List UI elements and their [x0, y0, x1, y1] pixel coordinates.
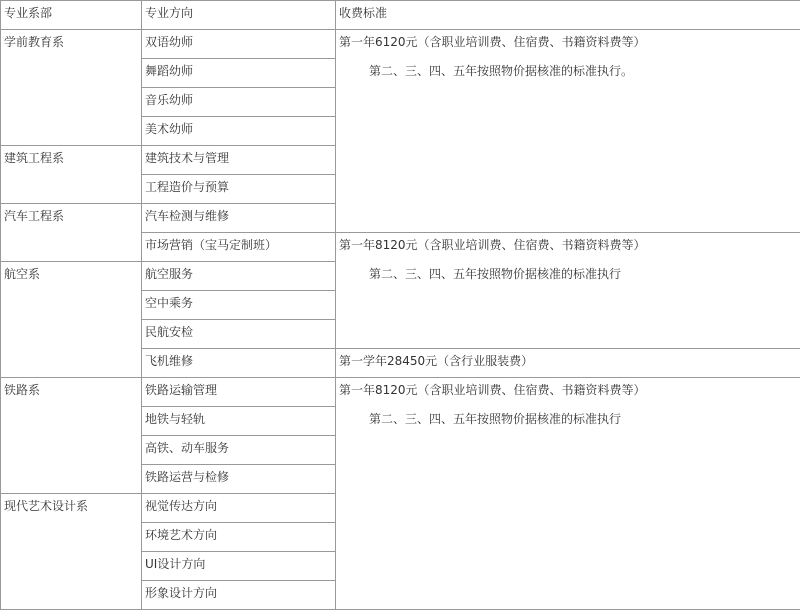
major-name: 铁路运输管理 [145, 383, 218, 397]
fee-text: 第一学年28450元（含行业服装费） [339, 354, 534, 368]
dept-name: 航空系 [4, 267, 41, 281]
dept-cell [1, 262, 142, 378]
fee-note: 第二、三、四、五年按照物价据核准的标准执行。 [369, 64, 634, 78]
dept-cell [1, 494, 142, 610]
fee-cell [336, 378, 800, 610]
major-name: 市场营销（宝马定制班） [145, 238, 278, 252]
major-name: 形象设计方向 [145, 586, 218, 600]
major-cell [142, 465, 336, 494]
header-major [142, 1, 336, 30]
major-cell [142, 204, 336, 233]
major-name: 美术幼师 [145, 122, 194, 136]
dept-name: 建筑工程系 [4, 151, 65, 165]
header-row [1, 1, 800, 30]
major-cell [142, 175, 336, 204]
major-cell [142, 233, 336, 262]
major-name: UI设计方向 [145, 557, 206, 571]
fee-cell [336, 30, 800, 233]
fee-text: 第一年6120元（含职业培训费、住宿费、书籍资料费等） [339, 35, 646, 49]
dept-cell [1, 146, 142, 204]
major-cell [142, 262, 336, 291]
major-name: 航空服务 [145, 267, 194, 281]
major-cell [142, 581, 336, 610]
dept-name: 学前教育系 [4, 35, 65, 49]
table-row [1, 378, 800, 407]
major-cell [142, 88, 336, 117]
major-name: 高铁、动车服务 [145, 441, 230, 455]
header-major-label: 专业方向 [145, 6, 194, 20]
major-name: 汽车检测与维修 [145, 209, 230, 223]
major-cell [142, 59, 336, 88]
header-fee [336, 1, 800, 30]
major-name: 飞机维修 [145, 354, 194, 368]
dept-cell [1, 204, 142, 262]
dept-cell [1, 378, 142, 494]
dept-name: 现代艺术设计系 [4, 499, 89, 513]
major-cell [142, 349, 336, 378]
fee-text: 第一年8120元（含职业培训费、住宿费、书籍资料费等） [339, 238, 646, 252]
major-cell [142, 523, 336, 552]
major-cell [142, 146, 336, 175]
major-cell [142, 494, 336, 523]
header-dept-label: 专业系部 [4, 6, 53, 20]
dept-cell [1, 30, 142, 146]
major-cell [142, 30, 336, 59]
table-row [1, 30, 800, 59]
major-cell [142, 320, 336, 349]
major-name: 舞蹈幼师 [145, 64, 194, 78]
fee-text: 第一年8120元（含职业培训费、住宿费、书籍资料费等） [339, 383, 646, 397]
dept-name: 汽车工程系 [4, 209, 65, 223]
major-name: 环境艺术方向 [145, 528, 218, 542]
major-name: 视觉传达方向 [145, 499, 218, 513]
major-name: 工程造价与预算 [145, 180, 230, 194]
header-fee-label: 收费标准 [339, 6, 388, 20]
fee-note: 第二、三、四、五年按照物价据核准的标准执行 [369, 412, 622, 426]
major-name: 音乐幼师 [145, 93, 194, 107]
major-cell [142, 378, 336, 407]
major-cell [142, 291, 336, 320]
major-cell [142, 407, 336, 436]
major-name: 民航安检 [145, 325, 194, 339]
dept-name: 铁路系 [4, 383, 41, 397]
fee-cell [336, 349, 800, 378]
major-cell [142, 436, 336, 465]
major-name: 双语幼师 [145, 35, 194, 49]
major-name: 空中乘务 [145, 296, 194, 310]
major-name: 建筑技术与管理 [145, 151, 230, 165]
major-cell [142, 117, 336, 146]
fee-note: 第二、三、四、五年按照物价据核准的标准执行 [369, 267, 622, 281]
major-cell [142, 552, 336, 581]
header-dept [1, 1, 142, 30]
major-name: 铁路运营与检修 [145, 470, 230, 484]
fee-cell [336, 233, 800, 349]
major-name: 地铁与轻轨 [145, 412, 206, 426]
